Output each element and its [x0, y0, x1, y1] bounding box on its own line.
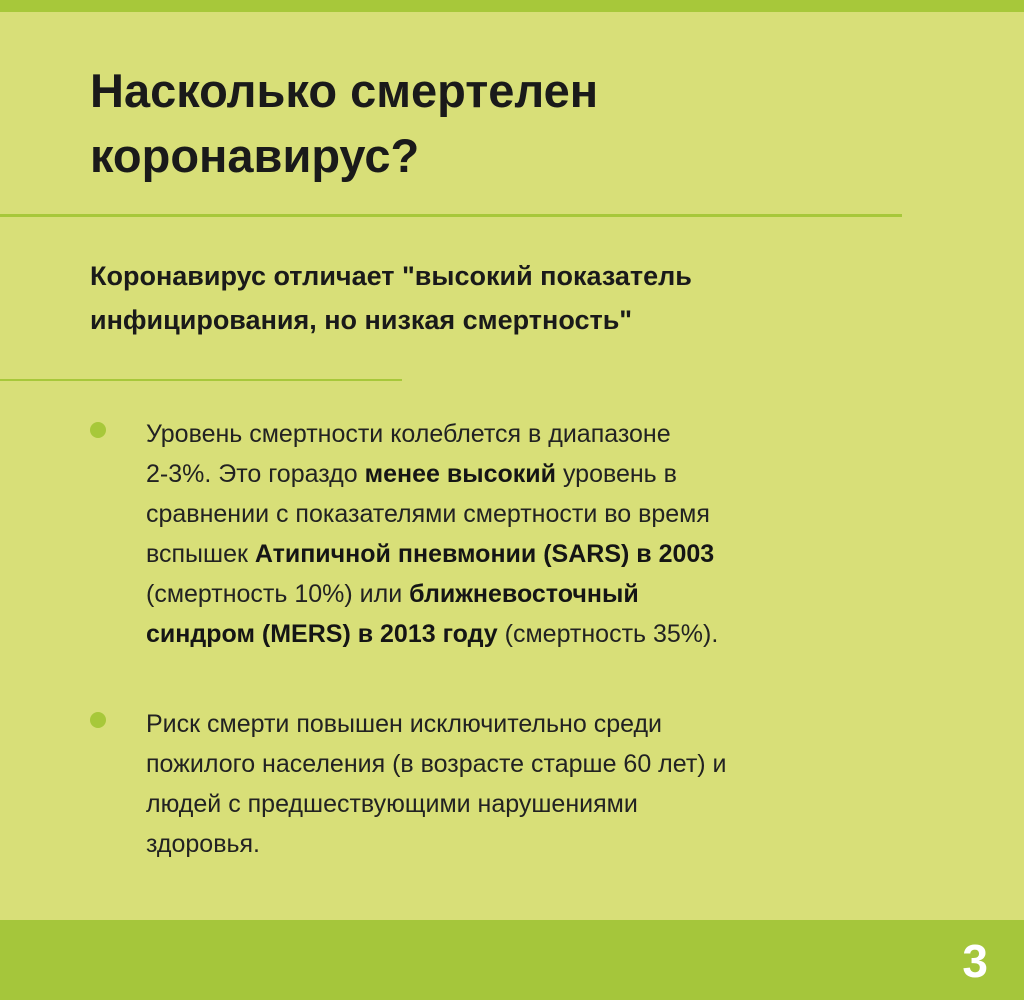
subtitle-line-2: инфицирования, но низкая смертность" [90, 305, 633, 335]
bullet-text: пожилого населения (в возрасте старше 60 лет) и [146, 750, 727, 778]
subtitle [90, 254, 890, 342]
page-title-line-2: коронавирус? [90, 129, 420, 182]
bullet-dot-icon [90, 712, 106, 728]
subtitle-line-1: Коронавирус отличает "высокий показатель [90, 261, 692, 291]
bullet-item [90, 704, 910, 864]
page-title-line-1: Насколько смертелен [90, 64, 599, 117]
bullet-text: людей с предшествующими нарушениями [146, 790, 638, 818]
bullet-text-bold: синдром (MERS) в 2013 году [146, 620, 498, 648]
subtitle-divider [0, 379, 402, 381]
title-divider [0, 214, 902, 217]
bullet-text: (смертность 10%) или [146, 580, 410, 608]
bullet-text: сравнении с показателями смертности во время [146, 500, 710, 528]
page-title [90, 58, 910, 188]
top-stripe [0, 0, 1024, 12]
bullet-text: Риск смерти повышен исключительно среди [146, 710, 663, 738]
bullet-text: Уровень смертности колеблется в диапазоне [146, 420, 671, 448]
bullet-text-bold: ближневосточный [409, 580, 639, 608]
bullet-list [90, 414, 910, 864]
bullet-item [90, 414, 910, 654]
bullet-text: (смертность 35%). [497, 620, 719, 648]
bullet-text: 2-3%. Это гораздо [146, 460, 365, 488]
bullet-text: уровень в [556, 460, 677, 488]
footer-bar [0, 920, 1024, 1000]
bullet-text: здоровья. [146, 830, 261, 858]
bullet-text-bold: менее высокий [364, 460, 556, 488]
bullet-text: вспышек [146, 540, 255, 568]
page-number: 3 [962, 935, 988, 987]
bullet-dot-icon [90, 422, 106, 438]
bullet-text-bold: Атипичной пневмонии (SARS) в 2003 [254, 540, 715, 568]
